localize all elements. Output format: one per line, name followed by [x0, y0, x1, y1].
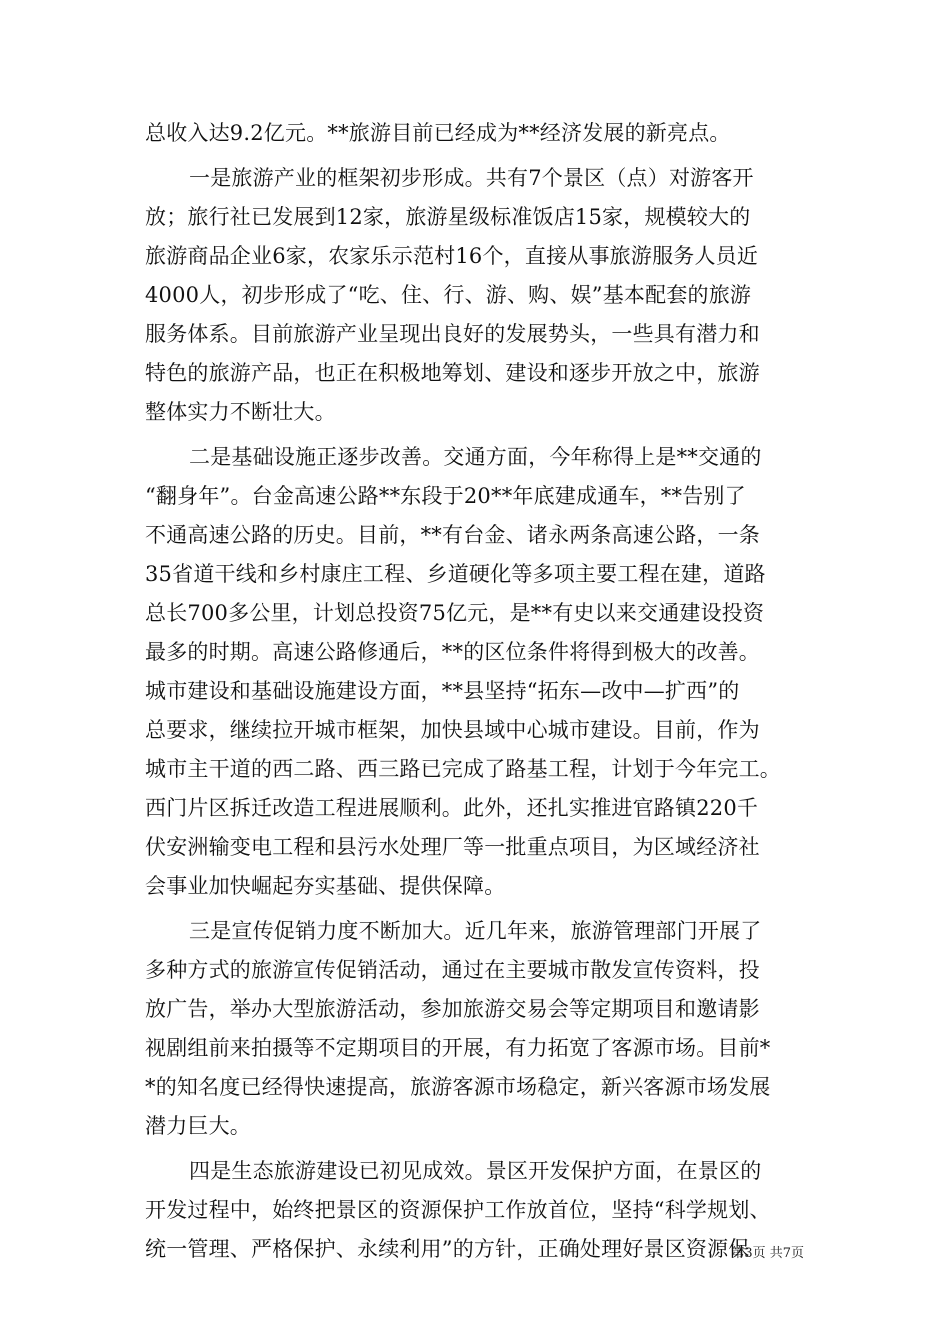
- paragraph-first-line: 二是基础设施正逐步改善。交通方面，今年称得上是**交通的: [189, 445, 762, 469]
- document-body: [145, 114, 805, 1269]
- text-line: 旅游商品企业6家，农家乐示范村16个，直接从事旅游服务人员近: [145, 244, 759, 268]
- text-line: 城市主干道的西二路、西三路已完成了路基工程，计划于今年完工。: [145, 757, 781, 781]
- text-line: 不通高速公路的历史。目前，**有台金、诸永两条高速公路，一条: [145, 523, 760, 547]
- text-line: 会事业加快崛起夯实基础、提供保障。: [145, 874, 506, 898]
- text-line: 放；旅行社已发展到12家，旅游星级标准饭店15家，规模较大的: [145, 205, 751, 229]
- text-line: *的知名度已经得快速提高，旅游客源市场稳定，新兴客源市场发展: [145, 1075, 771, 1099]
- text-line: 最多的时期。高速公路修通后，**的区位条件将得到极大的改善。: [145, 640, 760, 664]
- text-line: 放广告，举办大型旅游活动，参加旅游交易会等定期项目和邀请影: [145, 997, 760, 1021]
- text-line: 伏安洲输变电工程和县污水处理厂等一批重点项目，为区域经济社: [145, 835, 760, 859]
- paragraph-first-line: 三是宣传促销力度不断加大。近几年来，旅游管理部门开展了: [189, 919, 762, 943]
- text-line: 服务体系。目前旅游产业呈现出良好的发展势头，一些具有潜力和: [145, 322, 760, 346]
- page-number-footer: 第3页 共7页: [731, 1246, 804, 1261]
- paragraph-first-line: 一是旅游产业的框架初步形成。共有7个景区（点）对游客开: [189, 166, 754, 190]
- text-line: 开发过程中，始终把景区的资源保护工作放首位，坚持“科学规划、: [145, 1198, 771, 1222]
- text-line: 总收入达9.2亿元。**旅游目前已经成为**经济发展的新亮点。: [145, 121, 731, 145]
- text-line: 潜力巨大。: [145, 1114, 251, 1138]
- text-line: 35省道干线和乡村康庄工程、乡道硬化等多项主要工程在建，道路: [145, 562, 766, 586]
- text-line: 西门片区拆迁改造工程进展顺利。此外，还扎实推进官路镇220千: [145, 796, 759, 820]
- paragraph-first-line: 四是生态旅游建设已初见成效。景区开发保护方面，在景区的: [189, 1159, 762, 1183]
- text-line: 统一管理、严格保护、永续利用”的方针，正确处理好景区资源保: [145, 1237, 750, 1261]
- text-line: 特色的旅游产品，也正在积极地筹划、建设和逐步开放之中，旅游: [145, 361, 760, 385]
- text-line: 多种方式的旅游宣传促销活动，通过在主要城市散发宣传资料，投: [145, 958, 760, 982]
- text-line: 总要求，继续拉开城市框架，加快县域中心城市建设。目前，作为: [145, 718, 760, 742]
- text-line: “翻身年”。台金高速公路**东段于20**年底建成通车，**告别了: [145, 484, 746, 508]
- text-line: 城市建设和基础设施建设方面，**县坚持“拓东—改中—扩西”的: [145, 679, 740, 703]
- text-line: 整体实力不断壮大。: [145, 400, 336, 424]
- text-line: 4000人，初步形成了“吃、住、行、游、购、娱”基本配套的旅游: [145, 283, 752, 307]
- text-line: 总长700多公里，计划总投资75亿元，是**有史以来交通建设投资: [145, 601, 765, 625]
- text-line: 视剧组前来拍摄等不定期项目的开展，有力拓宽了客源市场。目前*: [145, 1036, 771, 1060]
